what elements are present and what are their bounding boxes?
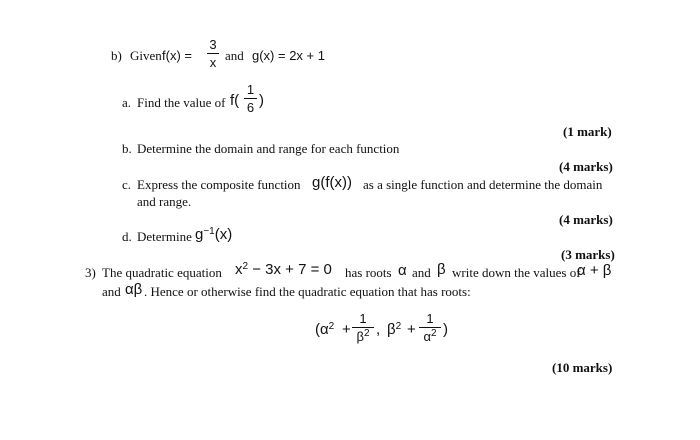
q3-text2: has roots — [345, 265, 392, 280]
alpha-symbol: α — [398, 262, 407, 279]
one-sixth-denominator: 6 — [246, 100, 255, 115]
q3-and1: and — [412, 265, 431, 280]
question-3-label: 3) — [85, 265, 96, 280]
g-base: g — [195, 226, 204, 243]
plus-1: + — [342, 321, 351, 338]
question-c-line2: and range. — [137, 194, 192, 209]
question-d-label: d. — [122, 229, 132, 244]
question-c-text-after: as a single function and determine the domain — [363, 177, 603, 192]
roots-open — [315, 322, 334, 337]
question-a-text: Find the value of — [137, 95, 226, 110]
frac2-numerator: 1 — [426, 311, 434, 326]
one-sixth-fraction — [244, 83, 257, 114]
f-numerator: 3 — [209, 37, 217, 52]
question-c-label: c. — [122, 177, 132, 192]
frac1-numerator: 1 — [359, 311, 367, 326]
question-b-text: Determine the domain and range for each function — [137, 141, 400, 156]
beta-squared — [387, 322, 401, 337]
g-argument: (x) — [214, 226, 233, 243]
frac2-denominator — [419, 330, 441, 343]
frac1-den-base: β — [356, 329, 364, 344]
marks-3: (10 marks) — [552, 360, 613, 375]
quadratic-equation — [235, 262, 332, 277]
beta-base: β — [387, 321, 396, 338]
one-sixth-numerator: 1 — [246, 82, 255, 97]
f-lhs: f(x) = — [162, 48, 192, 63]
beta-symbol: β — [437, 261, 446, 278]
one-over-beta-squared — [352, 312, 374, 343]
f-fraction — [207, 38, 219, 69]
composite-expression: g(f(x)) — [312, 174, 352, 191]
f-open: f( — [230, 92, 240, 109]
marks-d: (3 marks) — [561, 247, 615, 262]
roots-close: ) — [443, 321, 448, 338]
beta-squared-exp: 2 — [395, 321, 402, 332]
frac2-den-base: α — [423, 329, 431, 344]
frac1-denominator — [352, 330, 374, 343]
frac1-den-exp: 2 — [363, 328, 370, 339]
given-text: Given — [130, 48, 162, 63]
sum-expression: α + β — [577, 262, 612, 279]
inverse-exponent: −1 — [203, 226, 215, 237]
q3-line2-and: and — [102, 284, 121, 299]
roots-comma: , — [376, 321, 381, 338]
q3-text1: The quadratic equation — [102, 265, 222, 280]
inverse-function — [195, 227, 232, 242]
eq-exponent: 2 — [242, 261, 249, 272]
fraction-bar — [244, 98, 257, 99]
marks-c: (4 marks) — [559, 212, 613, 227]
and-text: and — [225, 48, 244, 63]
question-d-text: Determine — [137, 229, 192, 244]
marks-a: (1 mark) — [563, 124, 612, 139]
frac2-den-exp: 2 — [430, 328, 437, 339]
alpha-squared-exp: 2 — [328, 321, 335, 332]
question-a-label: a. — [122, 95, 132, 110]
f-close: ) — [259, 92, 264, 109]
question-c-text-before: Express the composite function — [137, 177, 301, 192]
question-b-label: b. — [122, 141, 132, 156]
part-b-label: b) — [111, 48, 122, 63]
product-expression: αβ — [125, 281, 143, 298]
one-over-alpha-squared — [419, 312, 441, 343]
q3-text3: write down the values of — [452, 265, 581, 280]
q3-line2-rest: . Hence or otherwise find the quadratic equation that has roots: — [144, 284, 471, 299]
fraction-bar — [207, 53, 219, 54]
f-denominator: x — [209, 55, 217, 70]
alpha-open: (α — [315, 321, 329, 338]
plus-2: + — [407, 321, 416, 338]
eq-x: x — [235, 261, 243, 278]
g-definition: g(x) = 2x + 1 — [252, 48, 325, 63]
marks-b: (4 marks) — [559, 159, 613, 174]
eq-rest: − 3x + 7 = 0 — [252, 261, 332, 278]
